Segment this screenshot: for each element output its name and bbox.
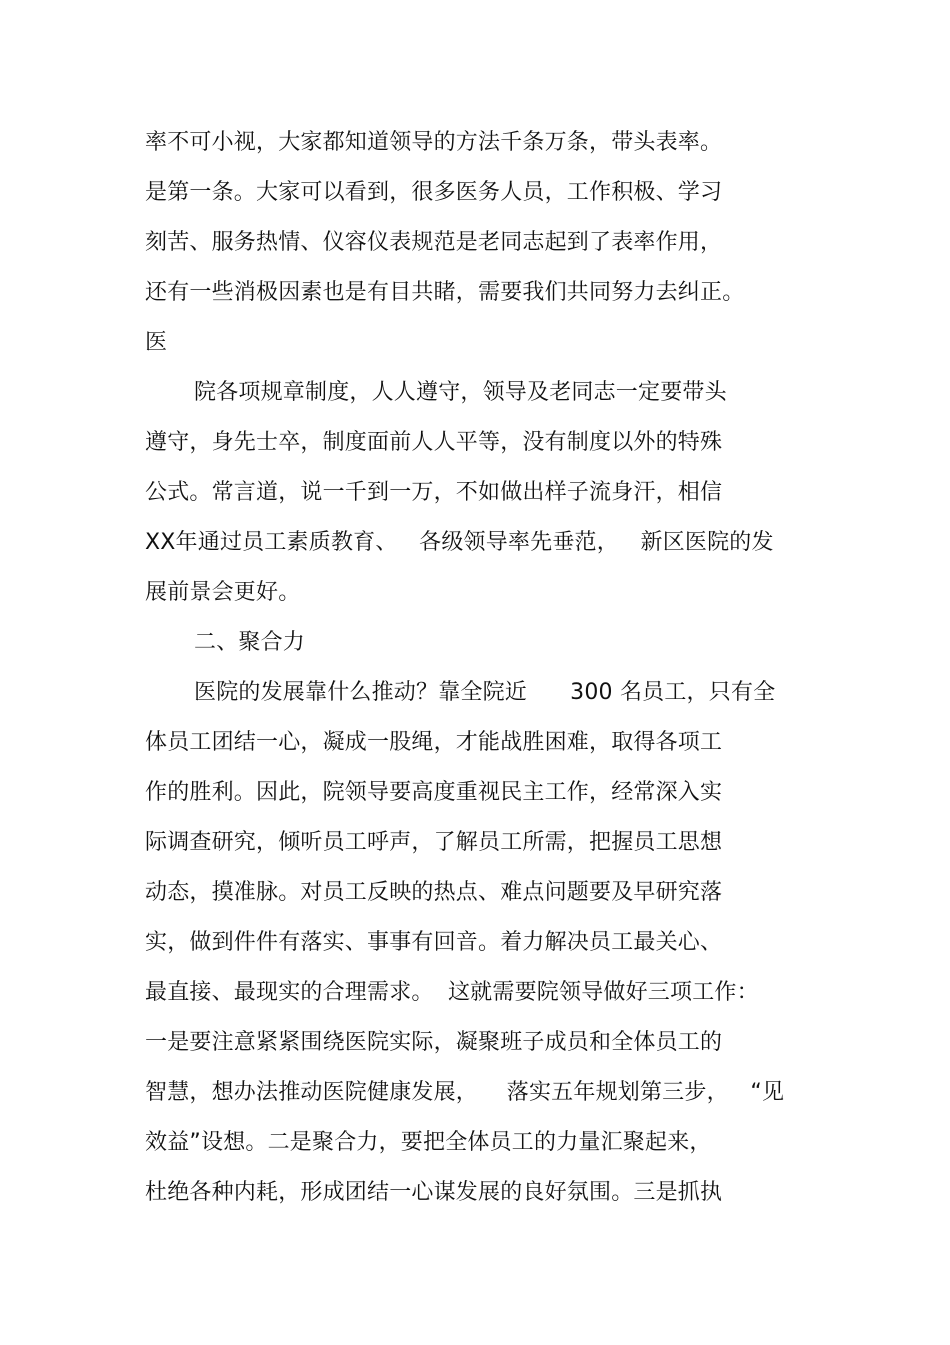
text-line: 还有一些消极因素也是有目共睹，需要我们共同努力去纠正。 <box>145 280 745 305</box>
text-line: 遵守，身先士卒，制度面前人人平等，没有制度以外的特殊 <box>145 430 723 455</box>
text-line: 实，做到件件有落实、事事有回音。着力解决员工最关心、 <box>145 930 723 955</box>
text-line: 公式。常言道，说一千到一万，不如做出样子流身汗，相信 <box>145 480 723 505</box>
text-line: 是第一条。大家可以看到，很多医务人员，工作积极、学习 <box>145 180 723 205</box>
text-line: 杜绝各种内耗，形成团结一心谋发展的良好氛围。三是抓执 <box>145 1180 723 1205</box>
text-line: XX年通过员工素质教育、 各级领导率先垂范， 新区医院的发 <box>145 530 774 555</box>
text-line: 院各项规章制度，人人遵守，领导及老同志一定要带头 <box>194 380 727 405</box>
text-line: 智慧，想办法推动医院健康发展， 落实五年规划第三步， “见 <box>145 1080 785 1105</box>
text-line: 展前景会更好。 <box>145 580 301 605</box>
text-line: 际调查研究，倾听员工呼声，了解员工所需，把握员工思想 <box>145 830 723 855</box>
text-line: 效益”设想。二是聚合力，要把全体员工的力量汇聚起来， <box>145 1130 712 1155</box>
text-line: 动态，摸准脉。对员工反映的热点、难点问题要及早研究落 <box>145 880 723 905</box>
text-line: 最直接、最现实的合理需求。 这就需要院领导做好三项工作： <box>145 980 759 1005</box>
text-line: 刻苦、服务热情、仪容仪表规范是老同志起到了表率作用， <box>145 230 723 255</box>
text-line: 作的胜利。因此，院领导要高度重视民主工作，经常深入实 <box>145 780 723 805</box>
section-heading: 二、聚合力 <box>194 630 306 655</box>
text-line: 医 <box>145 330 168 355</box>
text-line: 医院的发展靠什么推动？靠全院近 300 名员工，只有全 <box>194 680 776 705</box>
text-line: 一是要注意紧紧围绕医院实际，凝聚班子成员和全体员工的 <box>145 1030 723 1055</box>
text-line: 体员工团结一心，凝成一股绳，才能战胜困难，取得各项工 <box>145 730 723 755</box>
text-line: 率不可小视，大家都知道领导的方法千条万条，带头表率。 <box>145 130 723 155</box>
